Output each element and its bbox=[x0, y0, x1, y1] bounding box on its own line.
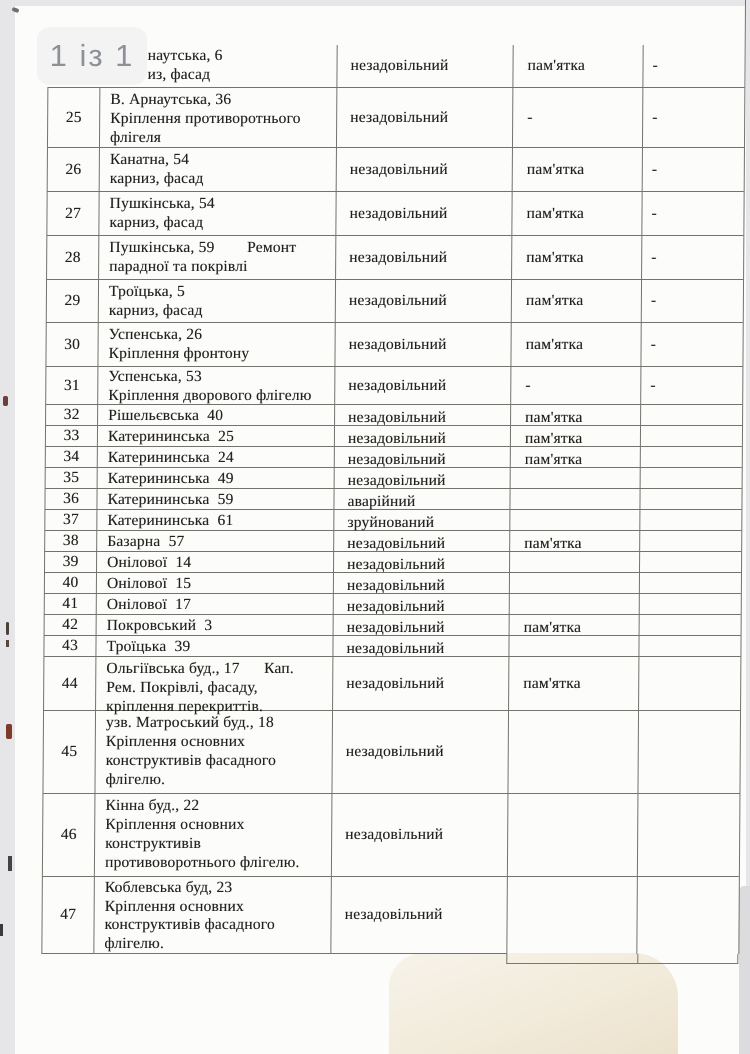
address-line: узв. Матроський буд., 18 bbox=[105, 714, 274, 731]
note-cell: - bbox=[642, 148, 744, 191]
status-cell: незадовільний bbox=[333, 615, 509, 635]
monument-cell: пам'ятка bbox=[510, 405, 640, 425]
note-cell: - bbox=[641, 192, 743, 235]
monument-cell bbox=[506, 877, 637, 954]
address-line: парадної та покрівлі bbox=[109, 258, 248, 275]
address-line: флігелю. bbox=[104, 934, 165, 952]
note-cell bbox=[639, 510, 741, 530]
scan-artifact-mark bbox=[6, 724, 12, 739]
monument-cell: пам'ятка bbox=[510, 323, 640, 366]
row-number: 45 bbox=[42, 711, 95, 793]
note-cell bbox=[639, 573, 741, 593]
address-cell bbox=[96, 594, 333, 614]
note-cell bbox=[639, 531, 741, 551]
status-cell: незадовільний bbox=[335, 192, 511, 235]
status-cell: незадовільний bbox=[336, 45, 512, 87]
address-line: Ольгіївська буд., 17 Кап. bbox=[106, 660, 294, 677]
table-bottom-extension bbox=[506, 954, 738, 964]
table-row bbox=[47, 148, 744, 192]
address-line: Коблевська буд, 23 bbox=[104, 879, 233, 896]
address-line: Кріплення дворового флігелю bbox=[108, 387, 312, 404]
table-row bbox=[46, 192, 743, 236]
scan-artifact-mark bbox=[8, 856, 12, 871]
row-number: 33 bbox=[45, 426, 97, 446]
scan-artifact-mark bbox=[0, 924, 3, 936]
table-row bbox=[45, 405, 742, 426]
row-number: 41 bbox=[44, 594, 96, 614]
row-number: 40 bbox=[44, 573, 96, 593]
note-cell bbox=[639, 489, 741, 509]
monument-cell bbox=[508, 636, 638, 656]
address-line: карниз, фасад bbox=[109, 170, 204, 187]
address-cell bbox=[97, 405, 334, 425]
address-line: карниз, фасад bbox=[109, 214, 204, 231]
monument-cell: пам'ятка bbox=[510, 426, 640, 446]
row-number: 38 bbox=[44, 531, 96, 551]
table-row-cut bbox=[47, 45, 744, 88]
status-cell: незадовільний bbox=[331, 794, 508, 876]
note-cell: - bbox=[642, 45, 744, 87]
address-cell bbox=[97, 468, 334, 488]
address-line: Покровський 3 bbox=[106, 617, 213, 634]
scan-artifact-mark bbox=[6, 640, 9, 647]
note-cell bbox=[640, 426, 742, 446]
table-row bbox=[43, 636, 740, 657]
scan-artifact-mark bbox=[6, 622, 9, 635]
address-line: Пушкінська, 59 Ремонт bbox=[109, 239, 297, 256]
address-line: Кріплення фронтону bbox=[108, 345, 250, 362]
monument-cell: - bbox=[512, 88, 642, 147]
address-cell bbox=[96, 510, 333, 530]
monument-cell bbox=[507, 794, 638, 876]
status-cell: незадовільний bbox=[333, 531, 509, 551]
monument-cell bbox=[509, 510, 639, 530]
address-line: Кріплення основних bbox=[105, 733, 246, 750]
table-bottom-extension-divider bbox=[637, 954, 638, 963]
address-line: Троїцька 39 bbox=[106, 638, 191, 655]
note-cell: - bbox=[640, 323, 742, 366]
address-line: Онілової 14 bbox=[107, 554, 192, 571]
address-line: Кінна буд., 22 bbox=[105, 797, 200, 814]
inspection-table bbox=[41, 45, 744, 954]
address-line: наутська, 6 bbox=[147, 47, 223, 64]
address-line: Успенська, 26 bbox=[108, 326, 203, 343]
row-number: 36 bbox=[44, 489, 96, 509]
note-cell: - bbox=[641, 236, 743, 279]
monument-cell: пам'ятка bbox=[511, 236, 641, 279]
status-cell: незадовільний bbox=[333, 573, 509, 593]
address-cell bbox=[96, 615, 333, 635]
status-cell: зруйнований bbox=[333, 510, 509, 530]
table-row bbox=[47, 88, 744, 148]
row-number: 25 bbox=[47, 88, 99, 147]
note-cell bbox=[639, 594, 741, 614]
table-row bbox=[43, 657, 740, 715]
address-line: конструктивів фасадного bbox=[104, 916, 275, 933]
address-line: противоворотнього флігелю. bbox=[104, 854, 300, 871]
monument-cell: - bbox=[510, 367, 640, 404]
status-cell: незадовільний bbox=[336, 88, 512, 147]
address-cell bbox=[96, 573, 333, 593]
monument-cell: пам'ятка bbox=[512, 148, 642, 191]
address-line: Канатна, 54 bbox=[109, 151, 190, 168]
table-row bbox=[45, 447, 742, 468]
address-cell bbox=[97, 426, 334, 446]
address-line: Базарна 57 bbox=[107, 533, 185, 550]
table-row bbox=[42, 794, 740, 877]
table-row bbox=[44, 489, 741, 510]
table-row bbox=[46, 236, 743, 280]
address-line: Катерининська 49 bbox=[107, 470, 234, 487]
address-cell bbox=[98, 280, 335, 322]
scan-artifact-mark bbox=[3, 396, 8, 406]
row-number: 26 bbox=[47, 148, 99, 191]
monument-cell: пам'ятка bbox=[509, 531, 639, 551]
row-number: 47 bbox=[41, 877, 94, 954]
note-cell bbox=[637, 794, 740, 876]
note-cell bbox=[640, 447, 742, 467]
monument-cell bbox=[509, 594, 639, 614]
monument-cell bbox=[507, 711, 638, 793]
status-cell: незадовільний bbox=[335, 236, 511, 279]
address-cell bbox=[97, 367, 334, 404]
address-line: Троїцька, 5 bbox=[108, 283, 185, 300]
status-cell: незадовільний bbox=[334, 367, 510, 404]
row-number: 28 bbox=[46, 236, 98, 279]
status-cell: незадовільний bbox=[334, 447, 510, 467]
table-row bbox=[41, 877, 739, 954]
address-cell bbox=[98, 236, 335, 279]
address-cell bbox=[97, 323, 334, 366]
row-number: 42 bbox=[44, 615, 96, 635]
address-line: Онілової 17 bbox=[106, 596, 192, 613]
address-line: Онілової 15 bbox=[106, 575, 192, 592]
address-line: из, фасад bbox=[147, 66, 211, 83]
status-cell: незадовільний bbox=[334, 405, 510, 425]
address-line: Успенська, 53 bbox=[108, 368, 202, 385]
table-row bbox=[45, 426, 742, 447]
row-number: 37 bbox=[44, 510, 96, 530]
status-cell: незадовільний bbox=[333, 552, 509, 572]
note-cell: - bbox=[641, 280, 743, 322]
address-cell bbox=[96, 552, 333, 572]
table-row bbox=[46, 280, 743, 323]
address-cell bbox=[95, 636, 332, 656]
monument-cell: пам'ятка bbox=[509, 615, 639, 635]
row-number: 30 bbox=[45, 323, 97, 366]
status-cell: незадовільний bbox=[333, 594, 509, 614]
table-row bbox=[44, 510, 741, 531]
status-cell: незадовільний bbox=[336, 148, 512, 191]
row-number: 31 bbox=[45, 367, 97, 404]
table-row bbox=[44, 531, 741, 552]
monument-cell: пам'ятка bbox=[511, 280, 641, 322]
monument-cell: пам'ятка bbox=[510, 447, 640, 467]
note-cell: - bbox=[642, 88, 744, 147]
address-line: Кріплення противоротнього bbox=[110, 110, 301, 127]
address-line: флігелю. bbox=[105, 771, 166, 788]
address-line: Катерининська 61 bbox=[107, 512, 234, 529]
table-row bbox=[42, 711, 740, 794]
status-cell: аварійний bbox=[333, 489, 509, 509]
table-row bbox=[44, 594, 741, 615]
row-number: 44 bbox=[43, 657, 95, 710]
note-cell bbox=[639, 615, 741, 635]
monument-cell bbox=[509, 489, 639, 509]
page-indicator-badge bbox=[37, 27, 147, 85]
table-row bbox=[44, 552, 741, 573]
address-cell bbox=[99, 88, 336, 147]
status-cell: незадовільний bbox=[334, 323, 510, 366]
note-cell bbox=[636, 877, 739, 954]
address-cell bbox=[93, 877, 331, 954]
address-cell bbox=[94, 711, 332, 793]
monument-cell bbox=[510, 468, 640, 488]
status-cell: незадовільний bbox=[332, 636, 508, 656]
table-row bbox=[45, 468, 742, 489]
row-number: 32 bbox=[45, 405, 97, 425]
row-number: 39 bbox=[44, 552, 96, 572]
address-line: Катерининська 25 bbox=[107, 428, 234, 445]
table-row bbox=[44, 615, 741, 636]
row-number: 35 bbox=[45, 468, 97, 488]
monument-cell bbox=[509, 552, 639, 572]
address-line: Пушкінська, 54 bbox=[109, 195, 215, 212]
row-number: 29 bbox=[46, 280, 98, 322]
status-cell: незадовільний bbox=[331, 711, 508, 793]
monument-cell: пам'ятка bbox=[508, 657, 638, 710]
note-cell bbox=[638, 636, 740, 656]
address-line: Рішельєвська 40 bbox=[108, 407, 224, 424]
status-cell: незадовільний bbox=[332, 657, 508, 710]
row-number: 46 bbox=[42, 794, 95, 876]
address-cell bbox=[98, 192, 335, 235]
note-cell bbox=[639, 552, 741, 572]
row-number: 34 bbox=[45, 447, 97, 467]
address-cell bbox=[99, 148, 336, 191]
note-cell bbox=[640, 468, 742, 488]
status-cell: незадовільний bbox=[334, 468, 510, 488]
table-row bbox=[44, 573, 741, 594]
note-cell bbox=[640, 405, 742, 425]
address-cell bbox=[94, 794, 332, 876]
status-cell: незадовільний bbox=[330, 877, 507, 954]
address-line: карниз, фасад bbox=[108, 302, 203, 319]
row-number: 43 bbox=[43, 636, 95, 656]
address-line: Катерининська 24 bbox=[107, 449, 234, 466]
address-cell bbox=[97, 447, 334, 467]
status-cell: незадовільний bbox=[335, 280, 511, 322]
note-cell: - bbox=[640, 367, 742, 404]
address-line: флігеля bbox=[109, 129, 162, 146]
address-line: Рем. Покрівлі, фасаду, bbox=[106, 679, 258, 696]
address-cell bbox=[95, 657, 332, 715]
table-row bbox=[45, 323, 742, 367]
address-line: Кріплення основних bbox=[104, 897, 244, 915]
address-cell bbox=[96, 531, 333, 551]
row-number: 27 bbox=[46, 192, 98, 235]
address-cell bbox=[96, 489, 333, 509]
monument-cell bbox=[509, 573, 639, 593]
monument-cell: пам'ятка bbox=[512, 45, 642, 87]
address-line: кріплення перекриттів. bbox=[106, 698, 264, 715]
page-indicator-label: 1 із 1 bbox=[49, 38, 135, 73]
address-line: В. Арнаутська, 36 bbox=[110, 91, 232, 108]
address-line: Катерининська 59 bbox=[107, 491, 234, 508]
address-line: конструктивів фасадного bbox=[105, 752, 277, 769]
note-cell bbox=[638, 657, 740, 710]
monument-cell: пам'ятка bbox=[511, 192, 641, 235]
table-row bbox=[45, 367, 742, 405]
status-cell: незадовільний bbox=[334, 426, 510, 446]
address-line: конструктивів bbox=[105, 835, 202, 852]
note-cell bbox=[637, 711, 740, 793]
address-line: Кріплення основних bbox=[105, 816, 245, 833]
